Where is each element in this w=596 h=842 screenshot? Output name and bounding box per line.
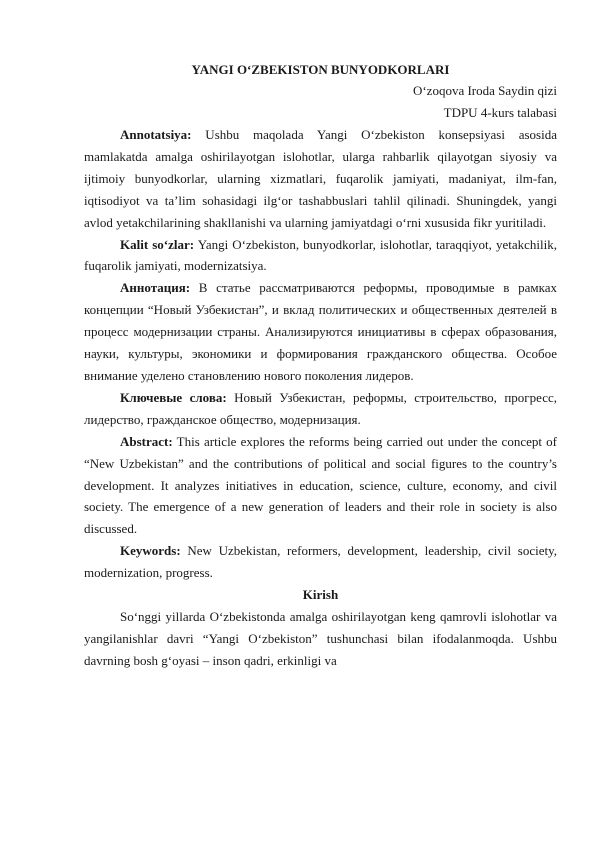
- section-heading-intro: Kirish: [302, 587, 339, 603]
- keywords-uz-text: Yangi O‘zbekiston, bunyodkorlar, islohotlar, taraqqiyot, yetakchilik, fuqarolik jamiyati, modernizatsiya.: [84, 236, 557, 274]
- author-name: O‘zoqova Iroda Saydin qizi: [412, 83, 557, 98]
- abstract-en-label: Abstract:: [120, 433, 173, 449]
- keywords-uz-label: Kalit so‘zlar:: [120, 236, 195, 252]
- author-affiliation: TDPU 4-kurs talabasi: [443, 105, 557, 120]
- abstract-ru-label: Аннотация:: [120, 280, 191, 296]
- abstract-ru-text: В статье рассматриваются реформы, проводимые в рамках концепции “Новый Узбекистан”, и вклад политических и общественных деятелей в процесс модернизации страны. Анализируются инициативы в сферах образования, науки, культуры, экономики и формирования гражданского общества. Особое внимание уделено становлению нового поколения лидеров.: [84, 280, 557, 383]
- keywords-en-label: Keywords:: [120, 543, 181, 559]
- abstract-en: [84, 431, 557, 541]
- abstract-uz-label: Annotatsiya:: [120, 127, 192, 142]
- keywords-ru: [84, 387, 557, 431]
- keywords-en-text: New Uzbekistan, reformers, development, leadership, civil society, modernization, progress.: [84, 543, 557, 581]
- keywords-ru-text: Новый Узбекистан, реформы, строительство, прогресс, лидерство, гражданское общество, модернизация.: [84, 389, 557, 427]
- keywords-ru-label: Ключевые слова:: [120, 389, 227, 405]
- abstract-uz: [84, 124, 557, 234]
- abstract-en-text: This article explores the reforms being carried out under the concept of “New Uzbekistan” and the contributions of political and social figures to the country’s development. It analyzes initiatives in education, science, culture, economy, and civil society. The emergence of a new generation of leaders and their role in society is also discussed.: [84, 433, 557, 537]
- abstract-ru: [84, 277, 557, 387]
- keywords-uz: [84, 234, 557, 278]
- intro-paragraph: So‘nggi yillarda O‘zbekistonda amalga oshirilayotgan keng qamrovli islohotlar va yangilanishlar davri “Yangi O‘zbekiston” tushunchasi bilan ifodalanmoqda. Ushbu davrning bosh g‘oyasi – inson qadri, erkinligi va: [84, 608, 557, 668]
- paper-title: YANGI O‘ZBEKISTON BUNYODKORLARI: [191, 62, 450, 77]
- keywords-en: [84, 540, 557, 584]
- abstract-uz-text: Ushbu maqolada Yangi O‘zbekiston konsepsiyasi asosida mamlakatda amalga oshirilayotgan islohotlar, ularga rahbarlik qilayotgan siyosiy va ijtimoiy bunyodkorlar, ularning xizmatlari, fuqarolik jamiyati, madaniyat, ilm-fan, iqtisodiyot va ta’lim sohasidagi ilg‘or tashabbuslari tahlil qilinadi. Shuningdek, yangi avlod yetakchilarining shakllanishi va ularning jamiyatdagi o‘rni xususida fikr yuritiladi.: [84, 127, 557, 230]
